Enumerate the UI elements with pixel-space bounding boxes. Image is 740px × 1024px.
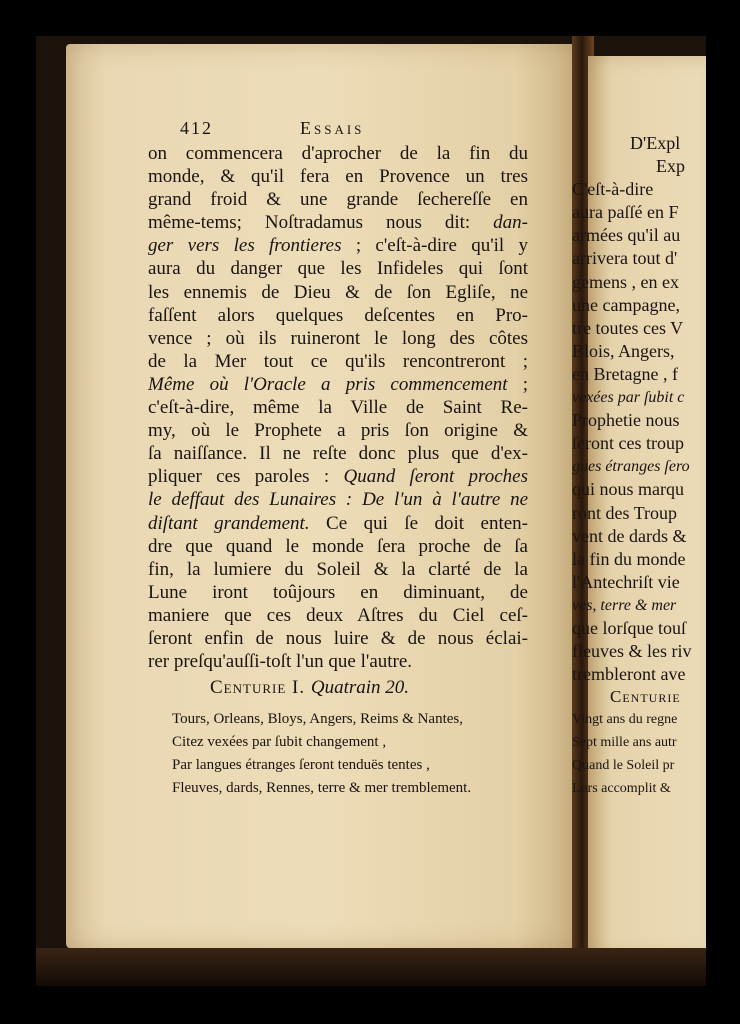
body-line [148,488,528,511]
body-line-segment: le deffaut des Lunaires : De l'un à l'autre ne [148,489,528,511]
body-line-segment: même-tems; Noſtradamus nous dit: [148,212,494,234]
right-body-text [572,132,706,686]
body-line-segment: c'eſt-à-dire, même la Ville de Saint Re- [148,397,528,419]
body-line [148,373,528,396]
right-body-line: que lorſque touſ [572,617,686,638]
body-line [148,512,528,535]
body-line-segment: ſeront enfin de nous luire & de nous éclai- [148,627,528,649]
right-verse [572,685,706,800]
body-line-segment: ; c'eſt-à-dire qu'il y [341,235,529,257]
quatrain-verse [172,708,471,800]
body-line-segment: dan- [493,212,528,234]
right-body-line: trembleront ave [572,664,686,685]
right-body-line: gues étranges ſero [572,458,690,476]
body-line-segment: ger vers les frontieres [148,235,342,257]
right-verse-line: Lors accomplit & [572,781,671,796]
body-line [148,627,528,650]
verse-line: Citez vexées par ſubit changement , [172,734,387,750]
body-line [148,327,528,350]
page-number: 412 [180,118,213,138]
body-line [148,465,528,488]
right-verse-line: Sept mille ans autr [572,735,677,750]
body-line-segment: maniere que ces deux Aſtres du Ciel ceſ- [148,604,528,626]
body-line-segment: diſtant grandement. [148,512,310,534]
right-running-head-2: Exp [656,156,685,177]
verse-line: Tours, Orleans, Bloys, Angers, Reims & Nantes, [172,711,464,727]
right-body-line: vexées par ſubit c [572,389,685,407]
body-line-segment: Même où l'Oracle a pris commencement [148,373,508,395]
verse-line: Fleuves, dards, Rennes, terre & mer tremblement. [172,780,472,796]
body-line-segment: vence ; où ils ruineront le long des côtes [148,327,528,349]
right-body-line: Blois, Angers, [572,340,675,361]
century-label: Centurie I. [210,677,306,698]
body-line-segment: rer preſqu'auſſi-toſt l'un que l'autre. [148,651,413,673]
body-line-segment: my, où le Prophete a pris ſon origine & [148,420,528,442]
right-body-line: armées qu'il au [572,225,681,246]
right-heading: Centurie [610,687,681,706]
running-head: Essais [300,118,365,138]
right-body-line: l'Antechriſt vie [572,571,680,592]
right-body-line: la fin du monde [572,548,686,569]
right-body-line: tre toutes ces V [572,317,684,338]
body-line [148,442,528,465]
right-running-head-1: D'Expl [630,133,681,153]
body-line-segment: grand froid & une grande ſechereſſe en [148,189,528,211]
body-line-segment: dre que quand le monde ſera proche de ſa [148,535,528,557]
right-body-line: fleuves & les riv [572,641,692,662]
right-verse-line: Vingt ans du regne [572,712,678,727]
body-line [148,419,528,442]
right-body-line: ves, terre & mer [572,596,677,614]
body-line [148,350,528,373]
right-body-line: ront des Troup [572,502,678,523]
body-line [148,535,528,558]
body-line-segment: pliquer ces paroles : [148,466,344,488]
body-line-segment: Ce qui ſe doit enten- [309,512,528,534]
quatrain-heading [210,677,409,699]
verse-line: Par langues étranges ſeront tenduës tentes , [172,757,430,773]
body-line-segment: de la Mer tout ce qu'ils rencontreront ; [148,350,528,372]
body-line [148,281,528,304]
body-line [148,165,528,188]
right-body-line: vent de dards & [572,525,687,546]
body-line [148,581,528,604]
body-line [148,604,528,627]
body-line [148,188,528,211]
left-body-text [148,142,528,673]
body-line [148,396,528,419]
body-line-segment: les ennemis de Dieu & de ſon Egliſe, ne [148,281,528,303]
body-line [148,234,528,257]
right-body-line: ſeront ces troup [572,433,684,454]
body-line [148,558,528,581]
right-body-line: arrivera tout d' [572,248,678,269]
body-line-segment: faſſent alors quelques deſcentes en Pro- [148,304,528,326]
right-body-line: aura paſſé en F [572,202,679,223]
body-line [148,304,528,327]
body-line-segment: ; [507,373,528,395]
body-line [148,257,528,280]
body-line-segment: ſa naiſſance. Il ne reſte donc plus que d'ex- [148,443,528,465]
body-line-segment: monde, & qu'il fera en Provence un tres [148,166,528,188]
body-line [148,211,528,234]
right-body-line: qui nous marqu [572,479,684,500]
body-line-segment: fin, la lumiere du Soleil & la clarté de la [148,558,528,580]
book-bottom-edge [36,948,706,986]
right-body-line: C'eſt-à-dire [572,179,654,200]
right-body-line: Prophetie nous [572,410,680,431]
quatrain-label: Quatrain 20. [310,677,410,698]
body-line [148,142,528,165]
body-line-segment: Lune iront toûjours en diminuant, de [148,581,528,603]
body-line-segment: on commencera d'aprocher de la fin du [148,143,528,164]
body-line-segment: Quand ſeront proches [343,466,528,488]
right-body-line: en Bretagne , f [572,363,678,384]
right-verse-line: Quand le Soleil pr [572,758,675,773]
body-line [148,650,528,673]
right-body-line: une campagne, [572,294,680,315]
body-line-segment: aura du danger que les Infideles qui ſont [148,258,528,280]
right-body-line: gemens , en ex [572,271,679,292]
